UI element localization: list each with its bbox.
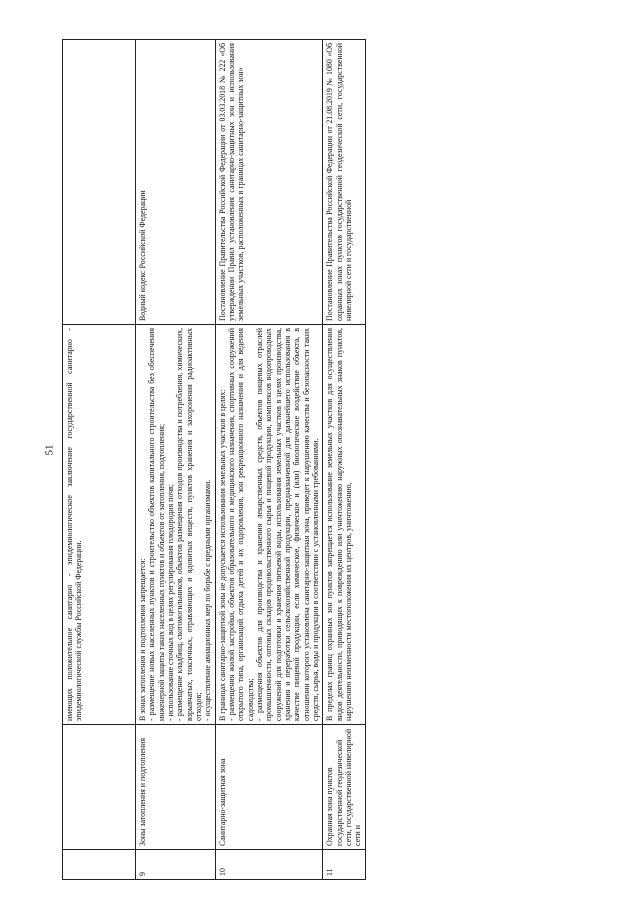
legal-document: Водный кодекс Российской Федерации [136, 40, 216, 325]
row-number [63, 850, 136, 880]
restriction-paragraph: - размещение кладбищ, скотомогильников, объектов размещения отходов производства и потребления, химических, взрывчатых, токсичных, отравляющих и ядовитых веществ, пунктов хранения и захоронения радиоактивных отходов; [175, 328, 203, 721]
restriction-paragraph: - размещения объектов для производства и хранения лекарственных средств, объектов пищевых отраслей промышленности, оптовых складов продовольственного сырья и пищевой продукции, комплексов водопроводных сооружений для подготовки и хранения питьевой воды, использования земельных участков в целях производства, хранения и переработки сельскохозяйственной продукции, предназначенной для дальнейшего использования в качестве пищевой продукции, если химическое, физическое и (или) биологическое воздействие объекта, в отношении которого установлена санитарно-защитная зона, приведет к нарушению качества и безопасности таких средств, сырья, воды и продукции в соответствии с установленными требованиями. [254, 328, 320, 721]
row-number: 11 [323, 850, 365, 880]
restriction-paragraph: В зонах затопления и подтопления запрещается: [138, 558, 147, 721]
page-number: 51 [43, 444, 56, 456]
restrictions-cell [63, 325, 136, 725]
legal-document: Постановление Правительства Российской Федерации от 21.08.2019 № 1080 «Об охранных зонах пунктов государственной геодезической сети, государственной нивелирной сети и государственной [323, 40, 365, 325]
restriction-paragraph: имеющих положительное санитарно - эпидемиологическое заключение государственной санитарно - эпидемиологической службы Российской Федерации. [65, 328, 84, 721]
restrictions-cell [136, 325, 216, 725]
row-number: 10 [215, 850, 323, 880]
zone-name: Зоны затопления и подтопления [136, 725, 216, 850]
restrictions-table [62, 39, 366, 880]
row-number: 9 [136, 850, 216, 880]
restriction-paragraph: - осуществление авиационных мер по борьбе с вредными организмами. [203, 479, 213, 721]
zone-name [63, 725, 136, 850]
zone-name: Санитарно-защитная зона [215, 725, 323, 850]
restriction-paragraph: - размещение новых населенных пунктов и строительство объектов капитального строительства без обеспечения инженерной защиты таких населенных пунктов и объектов от затопления, подтопления; [147, 328, 166, 721]
restriction-paragraph: В пределах границ охранных зон пунктов запрещается использование земельных участков для осуществления видов деятельности, приводящих к повреждению или уничтожению наружных опознавательных знаков пунктов, нарушению неизменности местоположения их центров, уничтожению, [325, 328, 353, 721]
restrictions-cell [323, 325, 365, 725]
restriction-paragraph: В границах санитарно-защитной зоны не допускается использования земельных участков в целях: [217, 389, 227, 721]
legal-document [63, 40, 136, 325]
table-row [63, 40, 136, 880]
zone-name: Охранная зона пунктов государственной геодезической сети, государственной нивелирной сети и [323, 725, 365, 850]
legal-document: Постановление Правительства Российской Федерации от 03.03.2018 № 222 «Об утверждении Правил установления санитарно-защитных зон и использования земельных участков, расположенных в границах санитарно-защитных зон» [215, 40, 323, 325]
restriction-paragraph: - использование сточных вод в целях регулирования плодородия почв; [165, 484, 175, 721]
rotated-page [62, 40, 612, 880]
table-body [63, 40, 366, 880]
table-row [136, 40, 216, 880]
restrictions-cell [215, 325, 323, 725]
table-row [323, 40, 365, 880]
table-row [215, 40, 323, 880]
restriction-paragraph: - размещения жилой застройки, объектов образовательного и медицинского назначения, спортивных сооружений открытого типа, организаций отдыха детей и их оздоровления, зон рекреационного назначения и для ведения садоводства; [226, 328, 255, 721]
